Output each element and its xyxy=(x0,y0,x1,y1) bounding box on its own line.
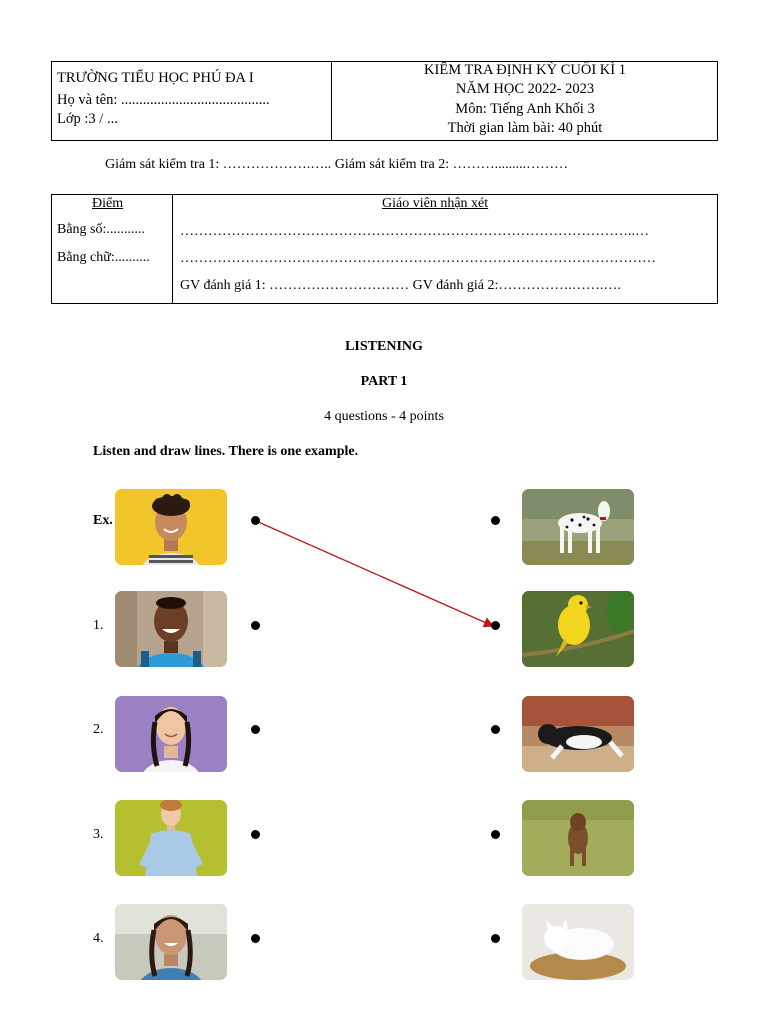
person-image-example xyxy=(115,489,227,565)
supervisors-line: Giám sát kiểm tra 1: ……………….….. Giám sát kiểm tra 2: ……….........……… xyxy=(105,157,569,172)
person-image-1 xyxy=(115,591,227,667)
person-image-3 xyxy=(115,800,227,876)
row-label-example: Ex. xyxy=(93,513,113,528)
exam-time: Thời gian làm bài: 40 phút xyxy=(447,120,603,136)
animal-image-white-cat xyxy=(522,904,634,980)
row-label-2: 2. xyxy=(93,722,104,737)
row-label-1: 1. xyxy=(93,618,104,633)
score-heading: Điểm xyxy=(92,196,124,211)
right-dot-a[interactable] xyxy=(491,516,500,525)
animal-image-bird xyxy=(522,591,634,667)
row-label-4: 4. xyxy=(93,931,104,946)
points-text: 4 questions - 4 points xyxy=(324,409,444,424)
animal-image-brown-dog xyxy=(522,800,634,876)
right-dot-b[interactable] xyxy=(491,621,500,630)
right-dot-c[interactable] xyxy=(491,725,500,734)
school-name: TRƯỜNG TIỂU HỌC PHÚ ĐA I xyxy=(57,70,254,86)
animal-image-black-white-cat xyxy=(522,696,634,772)
right-dot-e[interactable] xyxy=(491,934,500,943)
score-by-words: Bằng chữ:.......... xyxy=(57,250,150,265)
left-dot-3[interactable] xyxy=(251,830,260,839)
exam-title: KIỂM TRA ĐỊNH KỲ CUỐI KÌ 1 xyxy=(424,62,626,78)
evaluators-line: GV đánh giá 1: ………………………… GV đánh giá 2:…………….…….…. xyxy=(180,278,621,293)
comment-heading: Giáo viên nhận xét xyxy=(382,196,489,211)
right-dot-d[interactable] xyxy=(491,830,500,839)
instruction: Listen and draw lines. There is one example. xyxy=(93,444,359,459)
left-dot-1[interactable] xyxy=(251,621,260,630)
section-title: LISTENING xyxy=(345,339,423,354)
part-title: PART 1 xyxy=(360,374,408,389)
left-dot-example[interactable] xyxy=(251,516,260,525)
left-dot-2[interactable] xyxy=(251,725,260,734)
person-image-4 xyxy=(115,904,227,980)
left-dot-4[interactable] xyxy=(251,934,260,943)
comment-dots-1: ……………………………………………………………………………………..… xyxy=(180,224,649,239)
row-label-3: 3. xyxy=(93,827,104,842)
score-by-number: Bằng số:........... xyxy=(57,222,145,237)
class-field: Lớp :3 / ... xyxy=(57,111,118,127)
subject: Môn: Tiếng Anh Khối 3 xyxy=(455,101,595,117)
name-field: Họ và tên: ......................................... xyxy=(57,92,270,108)
comment-dots-2: ………………………………………………………………………………………… xyxy=(180,251,656,266)
person-image-2 xyxy=(115,696,227,772)
animal-image-dalmatian xyxy=(522,489,634,565)
school-year: NĂM HỌC 2022- 2023 xyxy=(455,81,595,97)
